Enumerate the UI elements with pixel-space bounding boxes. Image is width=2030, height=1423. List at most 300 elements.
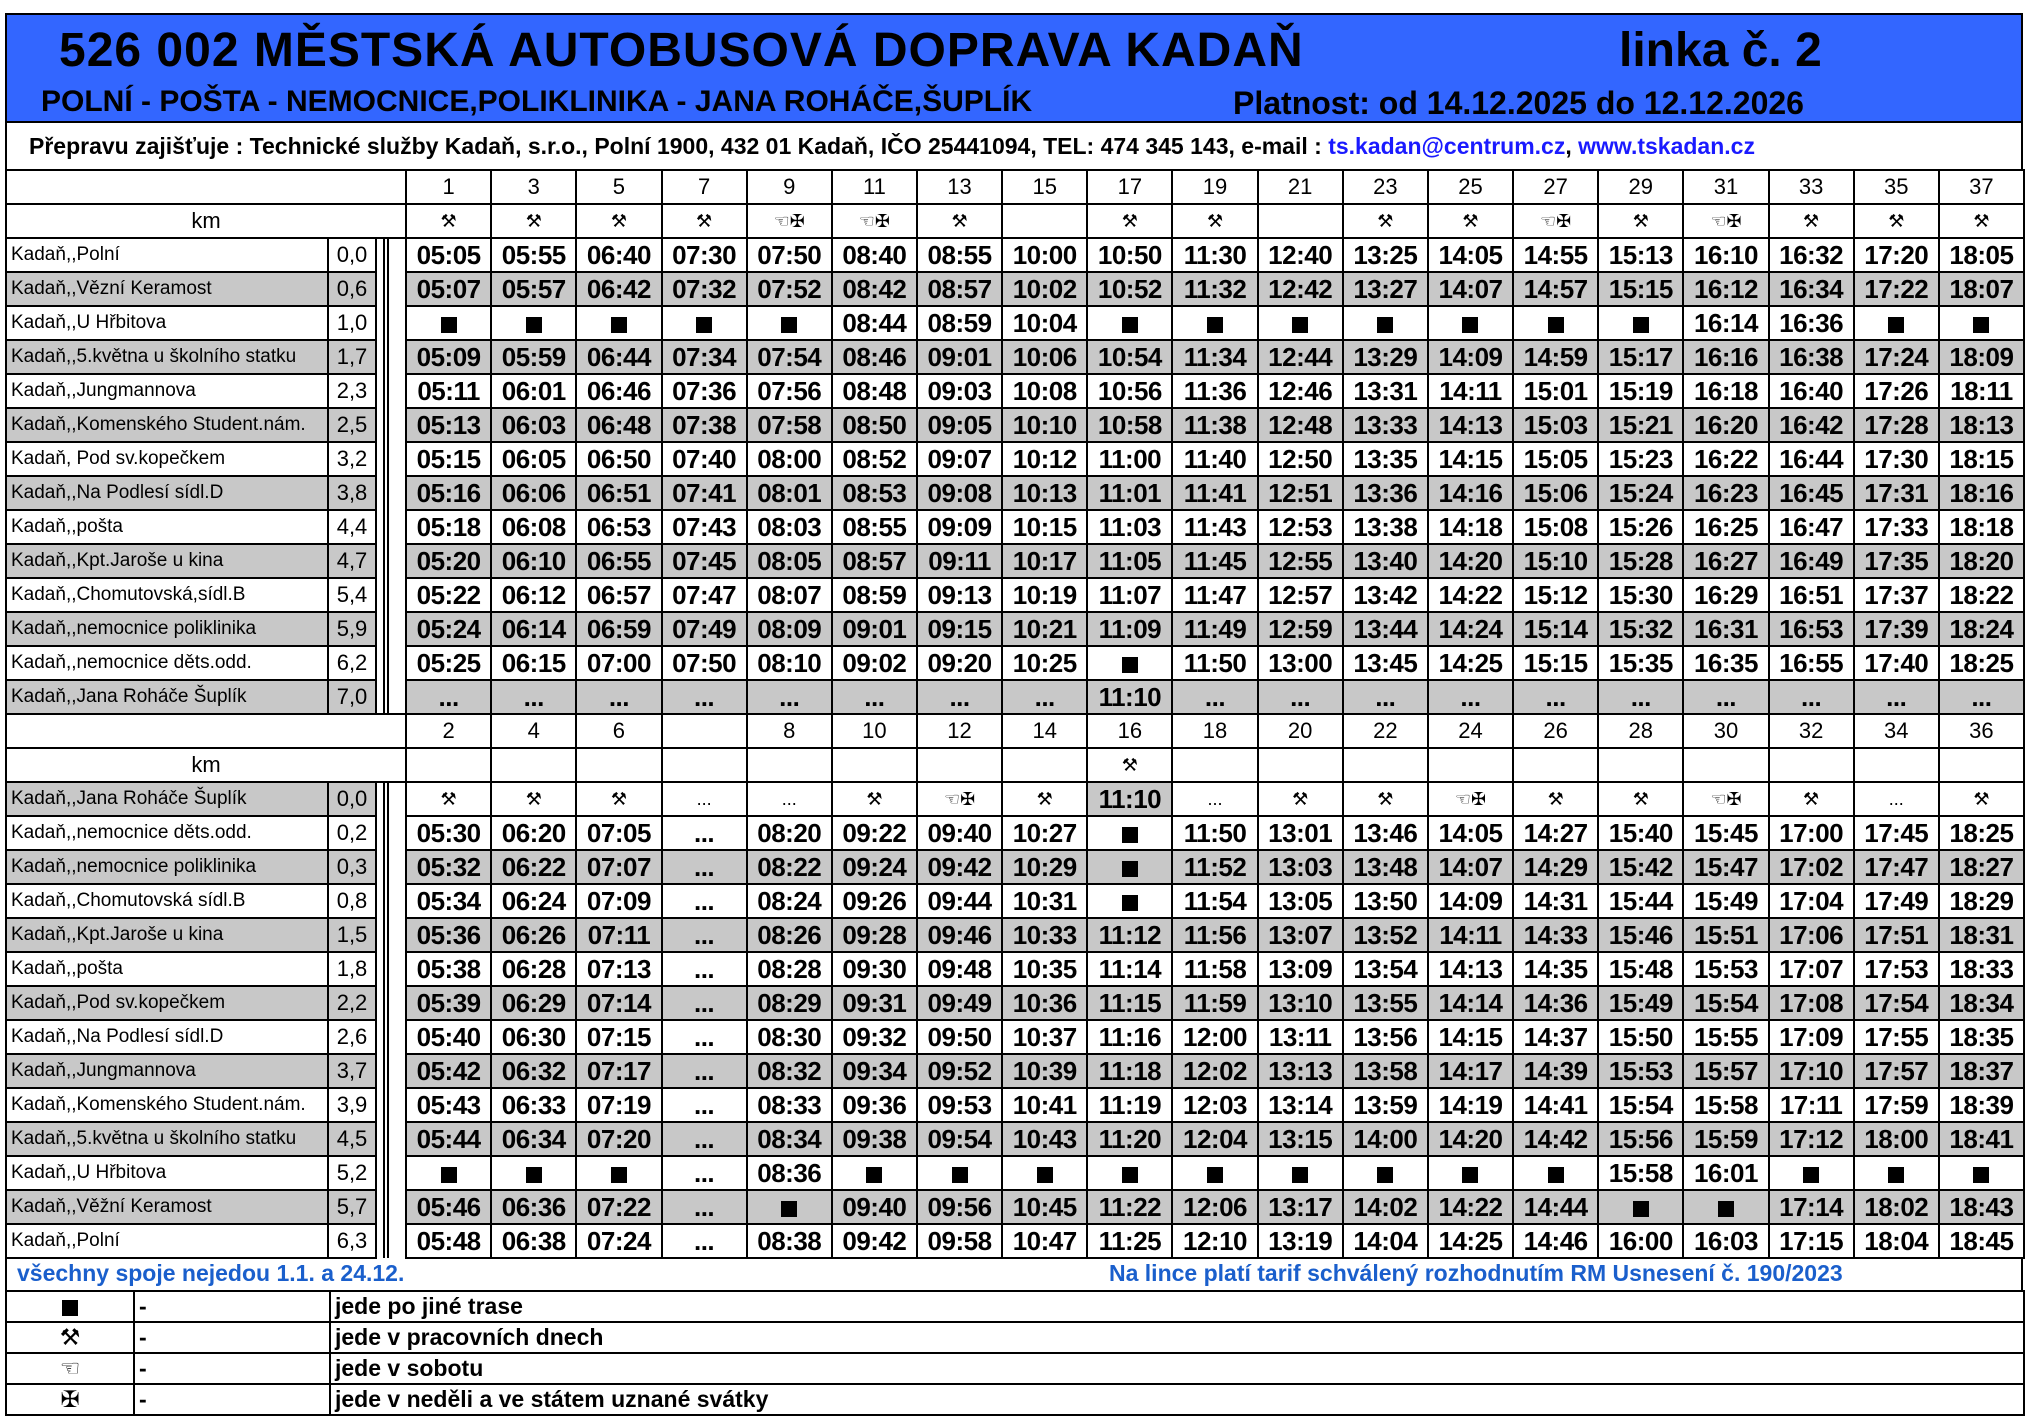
departure-time: 07:30 <box>662 238 747 272</box>
legend-dash: - <box>134 1291 330 1322</box>
departure-time: 14:11 <box>1428 374 1513 408</box>
departure-time: 15:53 <box>1683 952 1768 986</box>
departure-time: ... <box>1172 680 1257 714</box>
other-route-marker <box>1292 317 1308 333</box>
departure-time <box>1172 1156 1257 1190</box>
direction-arrow <box>376 1054 406 1088</box>
operating-days-icon: ☜✠ <box>917 782 1002 816</box>
departure-time: 07:05 <box>576 816 661 850</box>
departure-time: 11:36 <box>1172 374 1257 408</box>
stop-row <box>6 782 2024 816</box>
departure-time: 17:20 <box>1854 238 1939 272</box>
operating-days-icon: ⚒ <box>1087 204 1172 238</box>
departure-time: 14:55 <box>1513 238 1598 272</box>
departure-time: 06:57 <box>576 578 661 612</box>
departure-time: 15:57 <box>1683 1054 1768 1088</box>
departure-time: 12:06 <box>1172 1190 1257 1224</box>
operating-days-icon: ☜✠ <box>747 204 832 238</box>
departure-time: 09:11 <box>917 544 1002 578</box>
departure-time: 17:45 <box>1854 816 1939 850</box>
operating-days-icon: ☜✠ <box>832 204 917 238</box>
other-route-marker <box>611 1167 627 1183</box>
departure-time: 08:59 <box>832 578 917 612</box>
departure-time: 10:36 <box>1002 986 1087 1020</box>
departure-time: 08:32 <box>747 1054 832 1088</box>
departure-time: 13:00 <box>1258 646 1343 680</box>
departure-time: 16:00 <box>1598 1224 1683 1258</box>
operating-days-icon: ☜✠ <box>1683 204 1768 238</box>
direction-arrow <box>376 1156 406 1190</box>
trip-number: 15 <box>1002 170 1087 204</box>
departure-time: 16:25 <box>1683 510 1768 544</box>
other-route-marker <box>611 317 627 333</box>
stop-km: 3,2 <box>328 442 376 476</box>
departure-time: 11:10 <box>1087 782 1172 816</box>
departure-time: 06:22 <box>491 850 576 884</box>
departure-time: 16:16 <box>1683 340 1768 374</box>
operating-days-icon <box>1428 748 1513 782</box>
departure-time: 14:36 <box>1513 986 1598 1020</box>
stop-row <box>6 952 2024 986</box>
stop-name: Kadaň, Pod sv.kopečkem <box>6 442 328 476</box>
departure-time: 08:10 <box>747 646 832 680</box>
departure-time: 18:04 <box>1854 1224 1939 1258</box>
departure-time: 13:54 <box>1343 952 1428 986</box>
legend-dash: - <box>134 1322 330 1353</box>
departure-time: 17:30 <box>1854 442 1939 476</box>
departure-time: 11:20 <box>1087 1122 1172 1156</box>
departure-time: 16:12 <box>1683 272 1768 306</box>
operating-days-icon: ⚒ <box>1172 204 1257 238</box>
departure-time: 13:46 <box>1343 816 1428 850</box>
stop-km: 4,4 <box>328 510 376 544</box>
departure-time: 14:00 <box>1343 1122 1428 1156</box>
trip-number: 34 <box>1854 714 1939 748</box>
stop-km: 0,0 <box>328 782 376 816</box>
departure-time: ... <box>662 884 747 918</box>
legend-symbol: ⚒ <box>6 1322 134 1353</box>
trip-number: 20 <box>1258 714 1343 748</box>
operating-days-icon <box>1258 748 1343 782</box>
operating-days-icon: ⚒ <box>1258 782 1343 816</box>
departure-time: 15:23 <box>1598 442 1683 476</box>
departure-time: 15:40 <box>1598 816 1683 850</box>
departure-time: 07:40 <box>662 442 747 476</box>
departure-time: 16:42 <box>1769 408 1854 442</box>
departure-time: 09:03 <box>917 374 1002 408</box>
departure-time <box>662 306 747 340</box>
departure-time: 08:36 <box>747 1156 832 1190</box>
departure-time: 13:52 <box>1343 918 1428 952</box>
departure-time: ... <box>662 1088 747 1122</box>
operating-days-icon: ☜✠ <box>1513 204 1598 238</box>
direction-arrow <box>376 646 406 680</box>
departure-time: 15:19 <box>1598 374 1683 408</box>
departure-time: 08:55 <box>832 510 917 544</box>
departure-time: 17:33 <box>1854 510 1939 544</box>
departure-time <box>1513 306 1598 340</box>
departure-time: 15:26 <box>1598 510 1683 544</box>
other-route-marker <box>952 1167 968 1183</box>
other-route-marker <box>1122 1167 1138 1183</box>
departure-time: 09:01 <box>917 340 1002 374</box>
operating-days-icon: ⚒ <box>662 204 747 238</box>
departure-time: 14:27 <box>1513 816 1598 850</box>
departure-time <box>1598 1190 1683 1224</box>
departure-time <box>1087 816 1172 850</box>
stop-km: 1,5 <box>328 918 376 952</box>
trip-number: 19 <box>1172 170 1257 204</box>
trip-number: 23 <box>1343 170 1428 204</box>
departure-time: 17:22 <box>1854 272 1939 306</box>
trip-number: 25 <box>1428 170 1513 204</box>
departure-time: 17:31 <box>1854 476 1939 510</box>
other-route-marker <box>1377 1167 1393 1183</box>
other-route-marker <box>1292 1167 1308 1183</box>
departure-time: 11:22 <box>1087 1190 1172 1224</box>
stop-km: 5,2 <box>328 1156 376 1190</box>
trip-number: 22 <box>1343 714 1428 748</box>
direction-arrow <box>376 374 406 408</box>
direction-arrow <box>376 442 406 476</box>
operating-days-icon <box>1172 748 1257 782</box>
departure-time: 05:11 <box>406 374 491 408</box>
stop-row <box>6 1122 2024 1156</box>
departure-time: 18:11 <box>1939 374 2024 408</box>
departure-time: 13:10 <box>1258 986 1343 1020</box>
departure-time: 10:50 <box>1087 238 1172 272</box>
trip-number: 24 <box>1428 714 1513 748</box>
stop-row <box>6 1088 2024 1122</box>
departure-time: 05:07 <box>406 272 491 306</box>
departure-time: 16:29 <box>1683 578 1768 612</box>
direction-arrow <box>376 952 406 986</box>
other-route-marker <box>696 317 712 333</box>
departure-time: 11:50 <box>1172 646 1257 680</box>
departure-time: 12:40 <box>1258 238 1343 272</box>
departure-time: 05:30 <box>406 816 491 850</box>
departure-time: 07:50 <box>747 238 832 272</box>
direction-arrow <box>376 612 406 646</box>
departure-time: ... <box>662 850 747 884</box>
departure-time: 07:58 <box>747 408 832 442</box>
departure-time <box>1683 1190 1768 1224</box>
email-link[interactable]: ts.kadan@centrum.cz <box>1328 133 1566 159</box>
operating-days-icon: ⚒ <box>406 204 491 238</box>
departure-time: 10:29 <box>1002 850 1087 884</box>
stop-km: 2,3 <box>328 374 376 408</box>
operating-days-icon <box>576 748 661 782</box>
departure-time: 14:24 <box>1428 612 1513 646</box>
departure-time: 15:55 <box>1683 1020 1768 1054</box>
departure-time: 13:17 <box>1258 1190 1343 1224</box>
departure-time: 13:11 <box>1258 1020 1343 1054</box>
departure-time: 05:20 <box>406 544 491 578</box>
legend-symbol: ☜ <box>6 1353 134 1384</box>
stop-row <box>6 340 2024 374</box>
departure-time: 07:36 <box>662 374 747 408</box>
departure-time: 08:44 <box>832 306 917 340</box>
departure-time: 09:58 <box>917 1224 1002 1258</box>
departure-time: 15:53 <box>1598 1054 1683 1088</box>
departure-time: 10:56 <box>1087 374 1172 408</box>
operating-days-icon: ⚒ <box>406 782 491 816</box>
trip-number: 14 <box>1002 714 1087 748</box>
departure-time: 09:49 <box>917 986 1002 1020</box>
stop-name: Kadaň,,Pod sv.kopečkem <box>6 986 328 1020</box>
departure-time: 10:35 <box>1002 952 1087 986</box>
direction-arrow <box>376 1224 406 1258</box>
direction1-table <box>5 169 2025 715</box>
departure-time: 10:43 <box>1002 1122 1087 1156</box>
departure-time: 14:41 <box>1513 1088 1598 1122</box>
departure-time: 15:51 <box>1683 918 1768 952</box>
stop-name: Kadaň,,pošta <box>6 510 328 544</box>
departure-time: 11:49 <box>1172 612 1257 646</box>
departure-time: 17:39 <box>1854 612 1939 646</box>
departure-time: 17:07 <box>1769 952 1854 986</box>
departure-time: 09:07 <box>917 442 1002 476</box>
departure-time: ... <box>1598 680 1683 714</box>
departure-time: 11:41 <box>1172 476 1257 510</box>
departure-time: 16:20 <box>1683 408 1768 442</box>
other-route-marker <box>1122 861 1138 877</box>
departure-time <box>747 306 832 340</box>
departure-time <box>832 1156 917 1190</box>
km-header <box>6 170 406 204</box>
departure-time: 15:54 <box>1598 1088 1683 1122</box>
operating-days-icon <box>1002 748 1087 782</box>
departure-time: 05:48 <box>406 1224 491 1258</box>
departure-time: ... <box>576 680 661 714</box>
operating-days-row <box>6 204 2024 238</box>
departure-time: 17:15 <box>1769 1224 1854 1258</box>
departure-time: 14:17 <box>1428 1054 1513 1088</box>
departure-time: 18:24 <box>1939 612 2024 646</box>
stop-name: Kadaň,,Polní <box>6 238 328 272</box>
other-route-marker <box>1037 1167 1053 1183</box>
departure-time: 11:12 <box>1087 918 1172 952</box>
departure-time: 07:41 <box>662 476 747 510</box>
operating-days-icon: ⚒ <box>832 782 917 816</box>
operating-days-icon <box>406 748 491 782</box>
departure-time: 07:07 <box>576 850 661 884</box>
departure-time <box>1343 1156 1428 1190</box>
departure-time: 05:46 <box>406 1190 491 1224</box>
other-route-marker <box>1377 317 1393 333</box>
departure-time <box>1258 1156 1343 1190</box>
departure-time: 11:09 <box>1087 612 1172 646</box>
operating-days-icon <box>1683 748 1768 782</box>
other-route-marker <box>1973 1167 1989 1183</box>
departure-time: 08:52 <box>832 442 917 476</box>
departure-time: 06:01 <box>491 374 576 408</box>
departure-time: 15:32 <box>1598 612 1683 646</box>
operating-days-icon: ⚒ <box>1343 782 1428 816</box>
departure-time: ... <box>662 986 747 1020</box>
departure-time: 09:52 <box>917 1054 1002 1088</box>
stop-km: 1,7 <box>328 340 376 374</box>
stop-km: 6,2 <box>328 646 376 680</box>
stop-row <box>6 544 2024 578</box>
website-link[interactable]: www.tskadan.cz <box>1578 133 1755 159</box>
departure-time: 05:16 <box>406 476 491 510</box>
stop-name: Kadaň,,Komenského Student.nám. <box>6 1088 328 1122</box>
departure-time: 05:38 <box>406 952 491 986</box>
departure-time: 11:30 <box>1172 238 1257 272</box>
departure-time: 13:45 <box>1343 646 1428 680</box>
departure-time: 09:26 <box>832 884 917 918</box>
departure-time <box>1854 1156 1939 1190</box>
direction-arrow <box>376 544 406 578</box>
departure-time: 13:14 <box>1258 1088 1343 1122</box>
legend-row <box>6 1384 2024 1415</box>
stop-km: 2,5 <box>328 408 376 442</box>
trip-number: 35 <box>1854 170 1939 204</box>
departure-time: 14:31 <box>1513 884 1598 918</box>
departure-time: 13:03 <box>1258 850 1343 884</box>
departure-time: 11:18 <box>1087 1054 1172 1088</box>
departure-time: 13:40 <box>1343 544 1428 578</box>
notes-bar <box>5 1258 2023 1290</box>
departure-time: 14:25 <box>1428 1224 1513 1258</box>
departure-time: 16:47 <box>1769 510 1854 544</box>
departure-time <box>1087 850 1172 884</box>
departure-time: ... <box>832 680 917 714</box>
departure-time: 05:18 <box>406 510 491 544</box>
trip-number: 6 <box>576 714 661 748</box>
departure-time: 09:42 <box>832 1224 917 1258</box>
direction-arrow <box>376 476 406 510</box>
departure-time: 18:16 <box>1939 476 2024 510</box>
stop-row <box>6 1190 2024 1224</box>
departure-time: 17:24 <box>1854 340 1939 374</box>
departure-time: 12:51 <box>1258 476 1343 510</box>
departure-time: 17:08 <box>1769 986 1854 1020</box>
departure-time: 05:24 <box>406 612 491 646</box>
note-tariff: Na lince platí tarif schválený rozhodnutím RM Usnesení č. 190/2023 <box>1109 1260 1843 1286</box>
departure-time <box>576 1156 661 1190</box>
departure-time: 13:36 <box>1343 476 1428 510</box>
departure-time: 09:40 <box>917 816 1002 850</box>
departure-time: 07:22 <box>576 1190 661 1224</box>
departure-time: 07:45 <box>662 544 747 578</box>
departure-time: ... <box>1769 680 1854 714</box>
other-route-marker <box>781 1201 797 1217</box>
other-route-marker <box>1633 1201 1649 1217</box>
departure-time: 13:29 <box>1343 340 1428 374</box>
operating-days-icon: ... <box>747 782 832 816</box>
departure-time: 15:50 <box>1598 1020 1683 1054</box>
departure-time: 13:35 <box>1343 442 1428 476</box>
departure-time: 11:19 <box>1087 1088 1172 1122</box>
trip-number: 11 <box>832 170 917 204</box>
direction-arrow <box>376 1020 406 1054</box>
operating-days-icon <box>1343 748 1428 782</box>
departure-time <box>747 1190 832 1224</box>
departure-time <box>1428 1156 1513 1190</box>
departure-time: 16:35 <box>1683 646 1768 680</box>
departure-time: 05:43 <box>406 1088 491 1122</box>
timetable-sheet <box>5 13 2023 1415</box>
departure-time: 14:22 <box>1428 578 1513 612</box>
departure-time: 18:09 <box>1939 340 2024 374</box>
departure-time: 13:13 <box>1258 1054 1343 1088</box>
departure-time: 06:26 <box>491 918 576 952</box>
departure-time: 06:24 <box>491 884 576 918</box>
departure-time: 08:42 <box>832 272 917 306</box>
departure-time: 12:44 <box>1258 340 1343 374</box>
stop-km: 3,8 <box>328 476 376 510</box>
stop-km: 5,9 <box>328 612 376 646</box>
departure-time: 17:37 <box>1854 578 1939 612</box>
trip-number: 37 <box>1939 170 2024 204</box>
other-route-marker <box>781 317 797 333</box>
departure-time: 07:24 <box>576 1224 661 1258</box>
stop-name: Kadaň,,nemocnice děts.odd. <box>6 816 328 850</box>
other-route-marker <box>1973 317 1989 333</box>
departure-time: 15:59 <box>1683 1122 1768 1156</box>
departure-time: 06:03 <box>491 408 576 442</box>
stop-km: 5,7 <box>328 1190 376 1224</box>
departure-time: 15:12 <box>1513 578 1598 612</box>
departure-time <box>406 1156 491 1190</box>
departure-time: 08:01 <box>747 476 832 510</box>
departure-time: 11:01 <box>1087 476 1172 510</box>
stop-name: Kadaň,,Polní <box>6 1224 328 1258</box>
departure-time: 12:46 <box>1258 374 1343 408</box>
departure-time: 09:13 <box>917 578 1002 612</box>
departure-time: 08:34 <box>747 1122 832 1156</box>
route-description: POLNÍ - POŠTA - NEMOCNICE,POLIKLINIKA - JANA ROHÁČE,ŠUPLÍK <box>41 85 1033 118</box>
departure-time: 09:32 <box>832 1020 917 1054</box>
direction-arrow <box>376 850 406 884</box>
departure-time: 10:45 <box>1002 1190 1087 1224</box>
operating-days-icon <box>1854 748 1939 782</box>
legend-table <box>5 1290 2025 1416</box>
departure-time: 09:42 <box>917 850 1002 884</box>
stop-name: Kadaň,,Jungmannova <box>6 374 328 408</box>
other-route-marker <box>1207 317 1223 333</box>
operating-days-icon: ⚒ <box>1854 204 1939 238</box>
departure-time: 09:46 <box>917 918 1002 952</box>
trip-number: 5 <box>576 170 661 204</box>
departure-time: ... <box>491 680 576 714</box>
stop-row <box>6 408 2024 442</box>
departure-time: 13:50 <box>1343 884 1428 918</box>
stop-name: Kadaň,,U Hřbitova <box>6 1156 328 1190</box>
departure-time <box>1513 1156 1598 1190</box>
validity-period: Platnost: od 14.12.2025 do 12.12.2026 <box>1233 85 1804 121</box>
stop-km: 3,7 <box>328 1054 376 1088</box>
stop-km: 4,7 <box>328 544 376 578</box>
departure-time: 06:08 <box>491 510 576 544</box>
stop-row <box>6 476 2024 510</box>
other-route-marker <box>441 317 457 333</box>
departure-time: 13:33 <box>1343 408 1428 442</box>
direction-arrow <box>376 918 406 952</box>
departure-time: 14:14 <box>1428 986 1513 1020</box>
departure-time: 15:03 <box>1513 408 1598 442</box>
departure-time: 06:14 <box>491 612 576 646</box>
stop-km: 2,6 <box>328 1020 376 1054</box>
operating-days-icon <box>1258 204 1343 238</box>
departure-time: 08:57 <box>917 272 1002 306</box>
legend-text: jede v neděli a ve státem uznané svátky <box>330 1384 2024 1415</box>
departure-time: ... <box>662 1190 747 1224</box>
departure-time: 08:28 <box>747 952 832 986</box>
departure-time: 09:54 <box>917 1122 1002 1156</box>
